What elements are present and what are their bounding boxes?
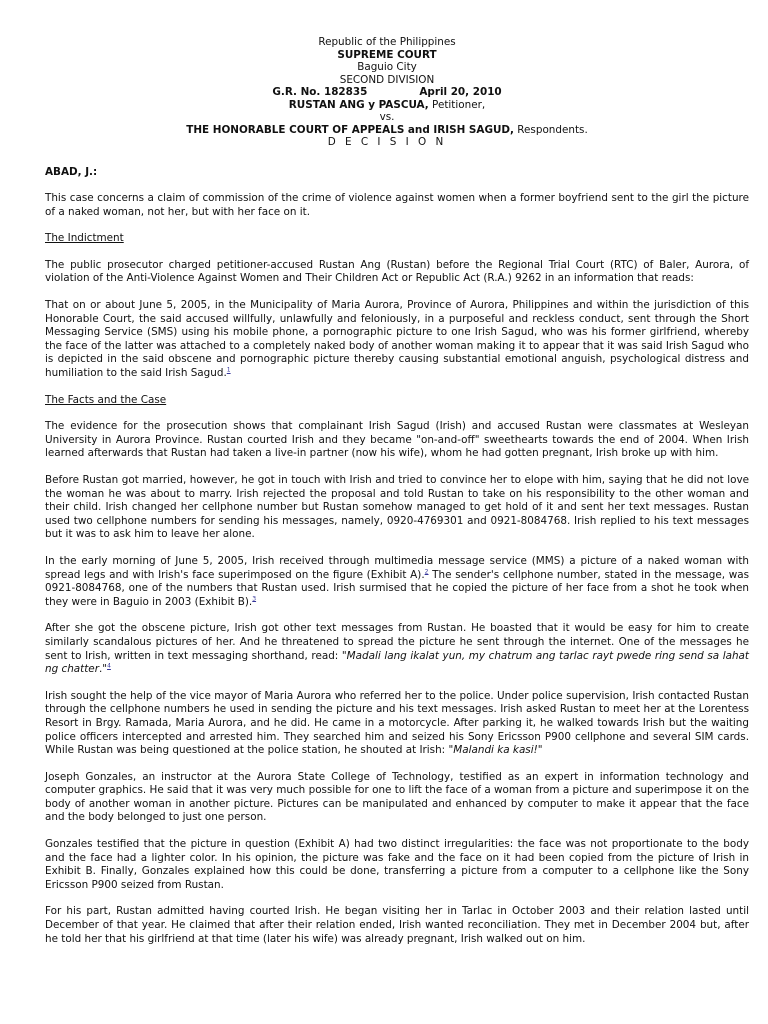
respondent-name: THE HONORABLE COURT OF APPEALS and IRISH SAGUD, — [186, 123, 514, 136]
paragraph-defense: For his part, Rustan admitted having courted Irish. He began visiting her in Tarlac in October 2003 and their relation lasted until December of that year. He claimed that after their relation ended, Irish wanted reconciliation. They met in December 2004 but, after he told her that his girlfriend at that time (later his wife) was already pregnant, Irish walked out on him. — [45, 905, 749, 945]
paragraph-charge: The public prosecutor charged petitioner-accused Rustan Ang (Rustan) before the Regional Trial Court (RTC) of Baler, Aurora, of violation of the Anti-Violence Against Women and Their Children Act or Republic Act (R.A.) 9262 in an information that reads: — [45, 258, 749, 285]
paragraph-irregularities: Gonzales testified that the picture in question (Exhibit A) had two distinct irregularities: the face was not proportionate to the body and the face had a lighter color. In his opinion, the picture was fake and the face on it had been copied from the picture of Irish in Exhibit B. Finally, Gonzales explained how this could be done, transferring a picture from a computer to a cellphone like the Sony Ericsson P900 seized from Rustan. — [45, 838, 749, 891]
section-heading-facts: The Facts and the Case — [45, 393, 167, 406]
petitioner-line — [25, 99, 749, 112]
decision-title: D E C I S I O N — [327, 136, 447, 148]
arrest-text-b: " — [537, 744, 543, 757]
versus-line: vs. — [379, 111, 395, 123]
division-line: SECOND DIVISION — [339, 73, 435, 86]
petitioner-role: Petitioner, — [428, 98, 486, 111]
arrest-text-a: Irish sought the help of the vice mayor of Maria Aurora who referred her to the police. Under police supervision, Irish contacted Rustan through the cellphone numbers he used in sending the picture and his text messages. Irish asked Rustan to meet her at the Lorentess Resort in Brgy. Ramada, Maria Aurora, and he did. He came in a motorcycle. After parking it, he walked towards Irish but the waiting police officers intercepted and arrested him. They searched him and seized his Sony Ericsson P900 cellphone and several SIM cards. While Rustan was being questioned at the police station, he shouted at Irish: " — [45, 689, 749, 757]
section-heading-indictment: The Indictment — [45, 232, 124, 245]
footnote-link-1[interactable]: 1 — [226, 366, 231, 374]
respondent-role: Respondents. — [513, 123, 588, 136]
city-line: Baguio City — [357, 61, 417, 73]
footnote-link-3[interactable]: 3 — [252, 595, 257, 603]
paragraph-threats — [45, 622, 749, 676]
threats-text-a: After she got the obscene picture, Irish got other text messages from Rustan. He boasted that it would be easy for him to create similarly scandalous pictures of her. And he threatened to spread the picture he sent through the internet. One of the messages he sent to Irish, written in text messaging shorthand, read: " — [45, 622, 749, 662]
paragraph-arrest — [45, 690, 749, 758]
gr-number: G.R. No. 182835 — [272, 86, 368, 98]
footnote-link-2[interactable]: 2 — [424, 568, 429, 576]
petitioner-name: RUSTAN ANG y PASCUA, — [288, 98, 429, 111]
mms-text-a: In the early morning of June 5, 2005, Irish received through multimedia message service (MMS) a picture of a naked woman with spread legs and with Irish's face superimposed on the figure (Exhibit A). — [45, 554, 749, 581]
paragraph-information — [45, 299, 749, 381]
republic-line: Republic of the Philippines — [318, 36, 456, 48]
ponente: ABAD, J.: — [45, 165, 98, 178]
case-header — [25, 36, 749, 149]
mms-text-b: The sender's cellphone number, stated in the message, was 0921-8084768, one of the numbers that Rustan used. Irish surmised that he copied the picture of her face from a shot he took when they were in Baguio in 2003 (Exhibit B). — [45, 568, 749, 608]
paragraph-text-messages: Before Rustan got married, however, he got in touch with Irish and tried to convince her to elope with him, saying that he did not love the woman he was about to marry. Irish rejected the proposal and told Rustan to take on his responsibility to the other woman and their child. Irish changed her cellphone number but Rustan somehow managed to get hold of it and sent her text messages. Rustan used two cellphone numbers for sending his messages, namely, 0920-4769301 and 0921-8084768. Irish replied to his text messages but it was to ask him to leave her alone. — [45, 474, 749, 541]
arrest-quote: Malandi ka kasi! — [453, 744, 538, 757]
footnote-link-4[interactable]: 4 — [107, 662, 111, 670]
information-text: That on or about June 5, 2005, in the Municipality of Maria Aurora, Province of Aurora, Philippines and within the jurisdiction of this Honorable Court, the said accused willfully, unlawfully and feloniously, in a purposeful and reckless conduct, sent through the Short Messaging Service (SMS) using his mobile phone, a pornographic picture to one Irish Sagud, who was his former girlfriend, whereby the face of the latter was attached to a completely naked body of another woman making it to appear that it was said Irish Sagud who is depicted in the said obscene and pornographic picture thereby causing substantial emotional anguish, psychological distress and humiliation to the said Irish Sagud. — [45, 299, 749, 380]
paragraph-mms — [45, 555, 749, 609]
threats-text-b: ." — [98, 663, 108, 676]
respondent-line — [25, 124, 749, 137]
court-name: SUPREME COURT — [337, 48, 437, 61]
intro-paragraph: This case concerns a claim of commission of the crime of violence against women when a former boyfriend sent to the girl the picture of a naked woman, not her, but with her face on it. — [45, 192, 749, 218]
decision-date: April 20, 2010 — [419, 86, 502, 98]
threats-quote: Madali lang ikalat yun, my chatrum ang tarlac rayt pwede ring send sa lahat ng chatter — [45, 649, 749, 676]
gr-row — [25, 86, 749, 99]
paragraph-evidence: The evidence for the prosecution shows that complainant Irish Sagud (Irish) and accused Rustan were classmates at Wesleyan University in Aurora Province. Rustan courted Irish and they became "on-and-off" sweethearts towards the end of 2004. When Irish learned afterwards that Rustan had taken a live-in partner (now his wife), whom he had gotten pregnant, Irish broke up with him. — [45, 420, 749, 460]
paragraph-expert: Joseph Gonzales, an instructor at the Aurora State College of Technology, testified as an expert in information technology and computer graphics. He said that it was very much possible for one to lift the face of a woman from a picture and superimpose it on the body of another woman in another picture. Pictures can be manipulated and enhanced by computer to make it appear that the face and the body belonged to just one person. — [45, 770, 749, 824]
